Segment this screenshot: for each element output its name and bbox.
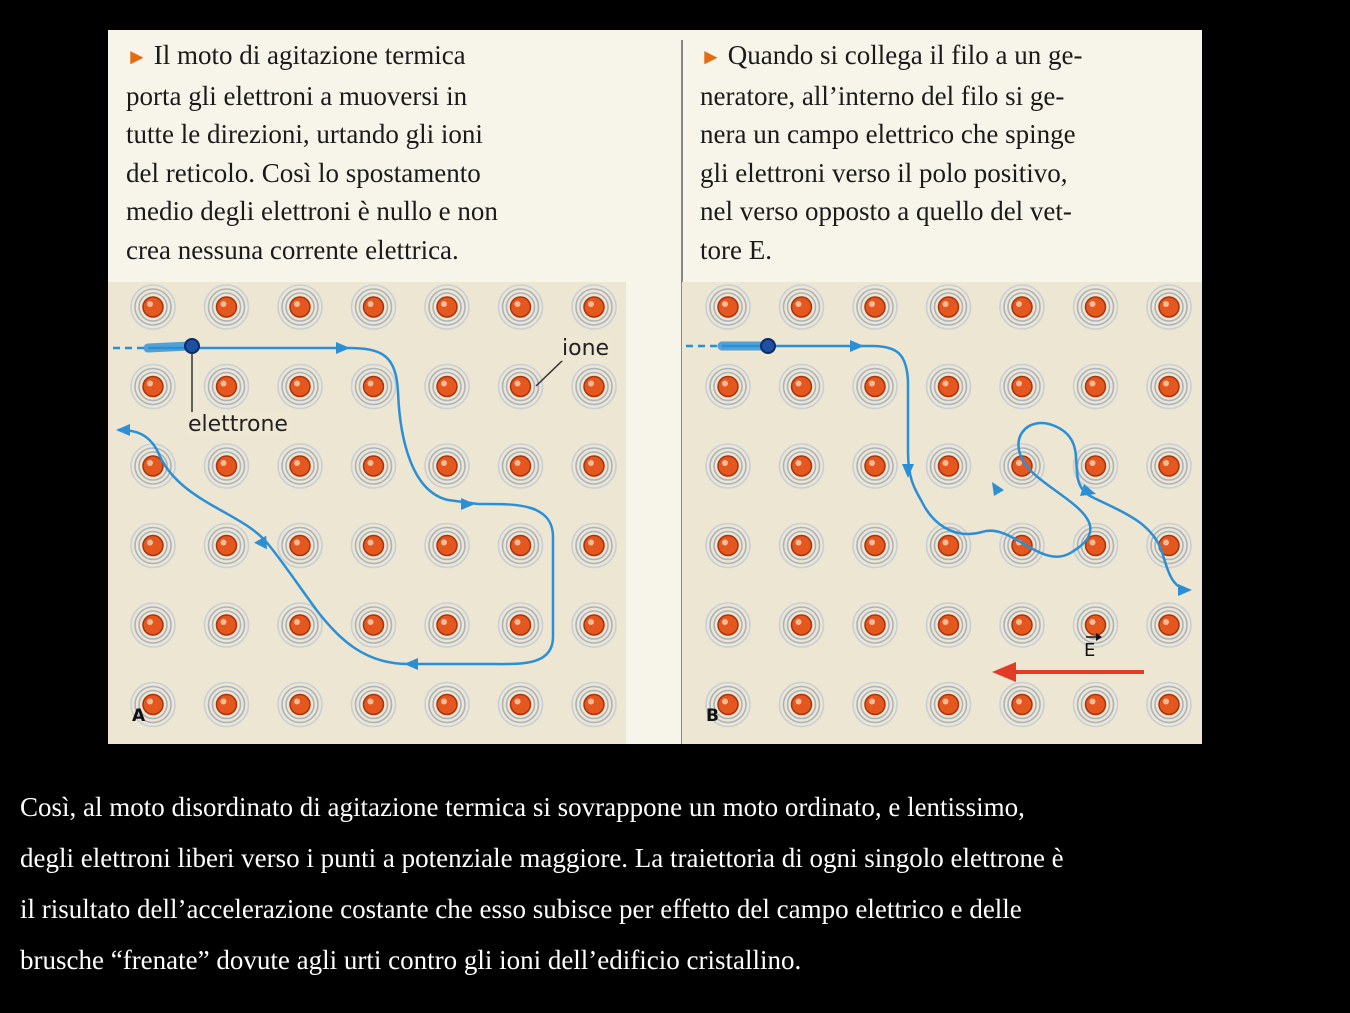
textbook-page [108, 30, 1202, 744]
text-line: tutte le direzioni, urtando gli ioni [126, 119, 483, 149]
ion [780, 683, 824, 727]
ion [1000, 365, 1044, 409]
text-line: nel verso opposto a quello del vet- [700, 196, 1072, 226]
panel-a-label: A [132, 706, 146, 726]
ion [1000, 524, 1044, 568]
ion [278, 285, 322, 329]
ion [278, 444, 322, 488]
text-line: ► Quando si collega il filo a un ge- [700, 40, 1083, 70]
ion [572, 603, 616, 647]
ion [1147, 603, 1191, 647]
lattice-a-svg [108, 282, 626, 744]
ion [1147, 365, 1191, 409]
text-line: degli elettroni liberi verso i punti a potenziale maggiore. La traiettoria di ogni singolo elettrone è [20, 843, 1064, 873]
ion [1074, 365, 1118, 409]
ion [1000, 683, 1044, 727]
ion [927, 285, 971, 329]
ion [572, 365, 616, 409]
arrowhead-a [404, 658, 418, 670]
ion [572, 524, 616, 568]
triangle-bullet-icon: ► [700, 44, 722, 69]
panel-b-label: B [706, 706, 719, 726]
ion [499, 524, 543, 568]
ion [205, 365, 249, 409]
ion [706, 603, 750, 647]
arrowhead-b [1178, 584, 1192, 596]
text-line: porta gli elettroni a muoversi in [126, 80, 468, 111]
arrowhead-b [902, 464, 914, 478]
ion [205, 603, 249, 647]
arrowhead-a [461, 498, 475, 510]
text-line: Così, al moto disordinato di agitazione termica si sovrappone un moto ordinato, e lentissimo, [20, 792, 1025, 822]
diagram-panel-a [108, 282, 626, 744]
ion [572, 683, 616, 727]
ion [853, 444, 897, 488]
ion [1147, 285, 1191, 329]
diagram-panel-b [682, 282, 1202, 744]
ion [1074, 444, 1118, 488]
arrowhead-b [992, 482, 1004, 496]
text-line: brusche “frenate” dovute agli urti contro gli ioni dell’edificio cristallino. [20, 945, 802, 975]
text-line: del reticolo. Così lo spostamento [126, 157, 481, 188]
ion [278, 524, 322, 568]
ion [131, 524, 175, 568]
ion [131, 444, 175, 488]
ion [499, 365, 543, 409]
ion [425, 444, 469, 488]
ion [572, 285, 616, 329]
ion [1147, 444, 1191, 488]
ion [352, 365, 396, 409]
ion [706, 444, 750, 488]
ion [205, 285, 249, 329]
ion [425, 365, 469, 409]
ion [425, 603, 469, 647]
ion [1074, 683, 1118, 727]
ion [205, 524, 249, 568]
ion [131, 285, 175, 329]
ion [1000, 603, 1044, 647]
ion [780, 603, 824, 647]
arrowhead-b [850, 340, 864, 352]
ion [853, 524, 897, 568]
electron-a [185, 339, 199, 353]
ion [205, 444, 249, 488]
ion-pointer-line [536, 360, 563, 386]
ion [499, 683, 543, 727]
field-label: E [1084, 640, 1096, 661]
ion [780, 365, 824, 409]
ion [927, 683, 971, 727]
electron-b [761, 339, 775, 353]
column-a-text [126, 36, 626, 269]
ion [927, 603, 971, 647]
ion [425, 285, 469, 329]
ion [131, 603, 175, 647]
ion [927, 444, 971, 488]
text-line: ► Il moto di agitazione termica [126, 40, 466, 70]
ion [352, 683, 396, 727]
ion [205, 683, 249, 727]
ion [425, 683, 469, 727]
column-b-text [700, 36, 1194, 269]
text-line: medio degli elettroni è nullo e non [126, 196, 498, 226]
ion [499, 444, 543, 488]
ion [853, 285, 897, 329]
ion [352, 603, 396, 647]
ion [780, 444, 824, 488]
ion [278, 365, 322, 409]
ion [1000, 285, 1044, 329]
ion [853, 365, 897, 409]
ion [499, 603, 543, 647]
text-line: nera un campo elettrico che spinge [700, 119, 1076, 149]
text-line: tore E. [700, 234, 772, 265]
text-line: gli elettroni verso il polo positivo, [700, 157, 1068, 188]
ion-lattice-b [706, 285, 1191, 727]
lattice-b-svg [682, 282, 1202, 744]
text-line: crea nessuna corrente elettrica. [126, 234, 459, 265]
ion [853, 603, 897, 647]
ion [352, 524, 396, 568]
ion [1147, 524, 1191, 568]
ion [780, 524, 824, 568]
ion [853, 683, 897, 727]
arrowhead-b [1080, 484, 1096, 496]
field-arrowhead [992, 662, 1016, 682]
ion [499, 285, 543, 329]
arrowhead-a [116, 424, 130, 436]
ion [706, 285, 750, 329]
electron-tail-a [148, 346, 190, 348]
explanation-text [20, 782, 1350, 986]
arrowhead-a [336, 342, 350, 354]
ion [706, 524, 750, 568]
ion-label: ione [562, 336, 610, 361]
text-line: neratore, all’interno del filo si ge- [700, 80, 1065, 111]
ion [1000, 444, 1044, 488]
ion [1074, 603, 1118, 647]
triangle-bullet-icon: ► [126, 44, 148, 69]
ion [927, 365, 971, 409]
text-line: il risultato dell’accelerazione costante che esso subisce per effetto del campo elettrico e delle [20, 894, 1022, 924]
ion [572, 444, 616, 488]
electron-path-a [118, 348, 553, 664]
ion [352, 285, 396, 329]
ion [131, 365, 175, 409]
ion [780, 285, 824, 329]
ion [425, 524, 469, 568]
electron-label: elettrone [188, 412, 288, 437]
ion [1074, 285, 1118, 329]
ion [706, 365, 750, 409]
ion [1147, 683, 1191, 727]
ion [352, 444, 396, 488]
ion [278, 683, 322, 727]
